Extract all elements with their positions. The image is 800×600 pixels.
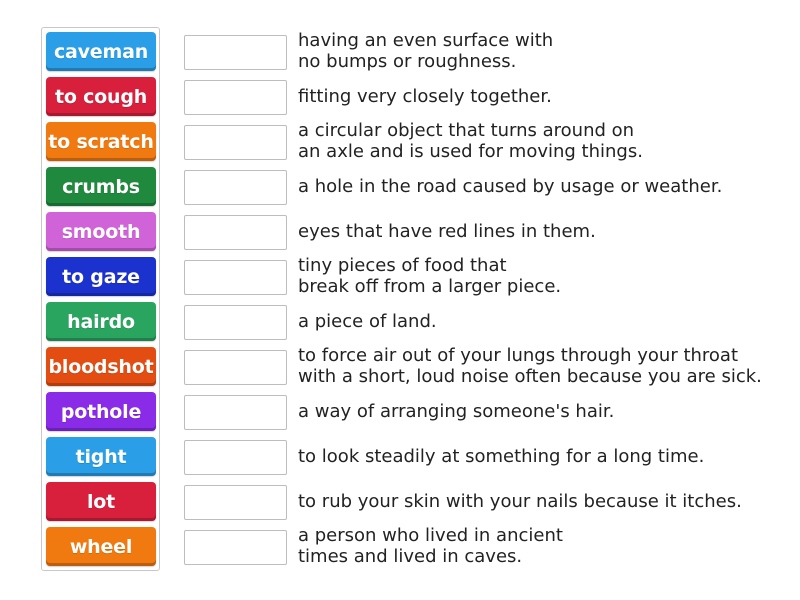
word-tile[interactable]: bloodshot	[46, 347, 156, 386]
definition-text	[298, 524, 788, 568]
definition-line: eyes that have red lines in them.	[298, 220, 596, 242]
word-tile[interactable]: wheel	[46, 527, 156, 566]
word-tile[interactable]: to gaze	[46, 257, 156, 296]
definition-text	[298, 209, 788, 253]
answer-drop-slot[interactable]	[184, 350, 287, 385]
answer-drop-slot[interactable]	[184, 80, 287, 115]
definition-text	[298, 389, 788, 433]
definition-line: a person who lived in ancient	[298, 525, 563, 546]
answer-drop-slot[interactable]	[184, 215, 287, 250]
definition-text	[298, 299, 788, 343]
definition-text	[298, 164, 788, 208]
answer-drop-slot[interactable]	[184, 305, 287, 340]
definition-line: a piece of land.	[298, 310, 437, 332]
answer-drop-slot[interactable]	[184, 440, 287, 475]
word-tile[interactable]: caveman	[46, 32, 156, 71]
word-tile[interactable]: smooth	[46, 212, 156, 251]
word-tile[interactable]: to cough	[46, 77, 156, 116]
definition-text	[298, 119, 788, 163]
definition-text	[298, 434, 788, 478]
word-tile[interactable]: to scratch	[46, 122, 156, 161]
word-tile[interactable]: hairdo	[46, 302, 156, 341]
definition-line: times and lived in caves.	[298, 546, 523, 567]
word-tile[interactable]: crumbs	[46, 167, 156, 206]
word-tile[interactable]: lot	[46, 482, 156, 521]
definition-line: an axle and is used for moving things.	[298, 141, 643, 162]
answer-drop-slot[interactable]	[184, 35, 287, 70]
definition-line: no bumps or roughness.	[298, 51, 517, 72]
answer-drop-slot[interactable]	[184, 395, 287, 430]
definition-line: having an even surface with	[298, 30, 554, 51]
definition-text	[298, 254, 788, 298]
definition-text	[298, 74, 788, 118]
definition-line: to rub your skin with your nails because it itches.	[298, 490, 742, 512]
answer-drop-slot[interactable]	[184, 125, 287, 160]
definition-line: to force air out of your lungs through your throat	[298, 345, 739, 366]
answer-drop-slot[interactable]	[184, 260, 287, 295]
definition-text	[298, 344, 788, 388]
definition-line: a hole in the road caused by usage or weather.	[298, 175, 723, 197]
definition-line: with a short, loud noise often because you are sick.	[298, 366, 762, 387]
answer-drop-slot[interactable]	[184, 530, 287, 565]
word-tile[interactable]: tight	[46, 437, 156, 476]
definition-text	[298, 29, 788, 73]
definition-line: to look steadily at something for a long time.	[298, 445, 705, 467]
answer-drop-slot[interactable]	[184, 170, 287, 205]
definition-line: tiny pieces of food that	[298, 255, 507, 276]
definition-text	[298, 479, 788, 523]
word-tile[interactable]: pothole	[46, 392, 156, 431]
definition-line: break off from a larger piece.	[298, 276, 562, 297]
definition-line: fitting very closely together.	[298, 85, 552, 107]
answer-drop-slot[interactable]	[184, 485, 287, 520]
definition-line: a circular object that turns around on	[298, 120, 635, 141]
definition-line: a way of arranging someone's hair.	[298, 400, 615, 422]
